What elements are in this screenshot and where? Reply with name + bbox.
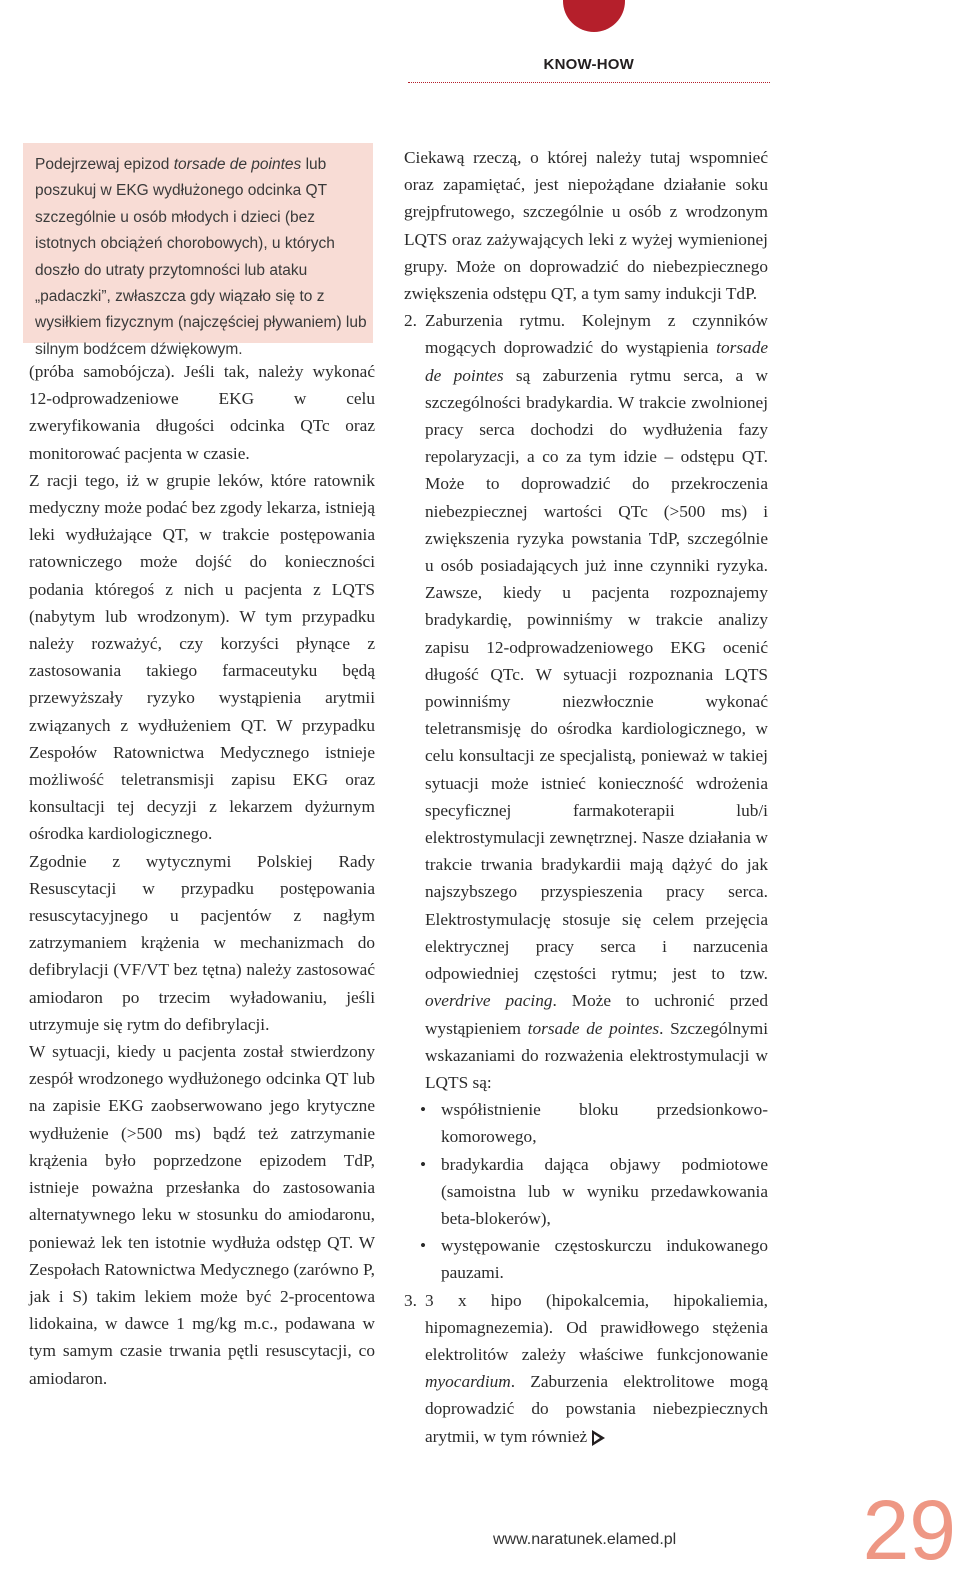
bullet-list [404,1096,768,1286]
paragraph: Ciekawą rzeczą, o której należy tutaj wspomnieć oraz zapamiętać, jest niepożądane działanie soku grejpfrutowego, szczególnie u osób z wrodzonym LQTS oraz zażywających leki z wyżej wymienionej grupy. Może on doprowadzić do niebezpiecznego zwiększenia odstępu QT, a tym samy indukcji TdP. [404,148,768,304]
bullet-icon: • [420,1236,427,1256]
callout-text-italic: torsade de pointes [173,156,302,173]
item-text-italic: torsade de pointes [425,338,768,385]
item-body [425,1287,768,1450]
bullet-icon: • [420,1100,427,1120]
continue-arrow-icon [592,1430,605,1446]
list-item-text: współistnienie bloku przedsionkowo-komorowego, [441,1100,768,1147]
list-item-text: bradykardia dająca objawy podmiotowe (samoistna lub w wyniku przedawkowania beta-blokerów), [441,1154,768,1228]
numbered-item [404,307,768,1096]
footer-url[interactable]: www.naratunek.elamed.pl [493,1531,677,1548]
left-column [29,358,375,1392]
paragraph: Z racji tego, iż w grupie leków, które ratownik medyczny może podać bez zgody lekarza, istnieją leki wydłużające QT, w trakcie postępowania ratowniczego może dojść do konieczności podania któregoś z nich u pacjenta z LQTS (nabytym lub wrodzonym). W tym przypadku należy rozważyć, czy korzyści płynące z zastosowania takiego farmaceutyku będą przewyższały ryzyko wystąpienia arytmii związanych z wydłużeniem QT. W przypadku Zespołów Ratownictwa Medycznego istnieje możliwość teletransmisji zapisu EKG oraz konsultacji tej decyzji z lekarzem dyżurnym ośrodka kardiologicznego. [29,470,375,844]
list-item [420,1096,768,1150]
page-number: 29 [862,1483,956,1577]
paragraph: (próba samobójcza). Jeśli tak, należy wykonać 12-odprowadzeniowe EKG w celu zweryfikowania długości odcinka QTc oraz monitorować pacjenta w czasie. [29,362,375,463]
callout-box [23,143,373,358]
item-number: 2. [404,311,417,331]
section-label: KNOW-HOW [543,56,634,73]
callout-text: Podejrzewaj epizod [35,156,174,173]
item-text-italic: myocardium [425,1372,511,1392]
item-text: . Zaburzenia elektrolitowe mogą doprowadzić do powstania niebezpiecznych arytmii, w tym również [425,1372,768,1446]
paragraph: Zgodnie z wytycznymi Polskiej Rady Resuscytacji w przypadku postępowania resuscytacyjnego u pacjentów z nagłym zatrzymaniem krążenia w mechanizmach do defibrylacji (VF/VT bez tętna) należy zastosować amiodaron po trzecim wyładowaniu, jeśli utrzymuje się rytm do defibrylacji. [29,851,375,1034]
list-item [420,1151,768,1233]
item-text: . Może to uchronić przed wystąpieniem [425,991,768,1038]
item-text: Zaburzenia rytmu. Kolejnym z czynników mogących doprowadzić do wystąpienia [425,311,768,358]
item-text-italic: overdrive pacing [425,991,553,1011]
list-item [420,1232,768,1286]
item-text-italic: torsade de pointes [527,1018,660,1038]
callout-text: lub poszukuj w EKG wydłużonego odcinka QT szczególnie u osób młodych i dzieci (bez istotnych obciążeń chorobowych), u których doszło do utraty przytomności lub ataku „padaczki”, zwłaszcza gdy wiązało się to z wysiłkiem fizycznym (najczęściej pływaniem) lub silnym bodźcem dźwiękowym. [35,156,367,358]
item-body [425,307,768,1096]
item-number: 3. [404,1290,417,1310]
item-text: . Szczególnymi wskazaniami do rozważenia elektrostymulacji w LQTS są: [425,1018,769,1092]
right-column [404,144,768,1450]
numbered-item [404,1287,768,1450]
item-text: są zaburzenia rytmu serca, a w szczególności bradykardia. W trakcie zwolnionej pracy serca dochodzi do wydłużenia fazy repolaryzacji, a co za tym idzie – odstępu QT. Może to doprowadzić do przekroczenia niebezpiecznej wartości QTc (>500 ms) i zwiększenia ryzyka powstania TdP, szczególnie u osób posiadających już inne czynniki ryzyka. Zawsze, kiedy u pacjenta rozpoznajemy bradykardię, powinniśmy w trakcie analizy zapisu 12-odprowadzeniowego EKG ocenić długość QTc. W sytuacji rozpoznania LQTS powinniśmy niezwłocznie wykonać teletransmisję do ośrodka kardiologicznego, w celu konsultacji ze specjalistą, ponieważ w takiej sytuacji może istnieć konieczność wdrożenia specyficznej farmakoterapii lub/i elektrostymulacji zewnętrznej. Nasze działania w trakcie trwania bradykardii mają dążyć do jak najszybszego przyspieszenia pracy serca. Elektrostymulację stosuje się celem przejęcia elektrycznej pracy serca i narzucenia odpowiedniej częstości rytmu; jest to tzw. [425,365,768,984]
item-text: 3 x hipo (hipokalcemia, hipokaliemia, hipomagnezemia). Od prawidłowego stężenia elektrolitów zależy właściwe funkcjonowanie [425,1290,768,1364]
bullet-icon: • [420,1154,427,1174]
paragraph: W sytuacji, kiedy u pacjenta został stwierdzony zespół wrodzonego wydłużonego odcinka QT lub na zapisie EKG zaobserwowano jego krytyczne wydłużenie (>500 ms) bądź też zatrzymanie krążenia było poprzedzone epizodem TdP, istnieje poważna przesłanka do zastosowania alternatywnego leku w stosunku do amiodaronu, ponieważ lek ten istotnie wydłuża odstęp QT. W Zespołach Ratownictwa Medycznego (zarówno P, jak i S) takim lekiem może być 2-procentowa lidokaina, w dawce 1 mg/kg m.c., podawana w tym samym czasie trwania pętli resuscytacji, co amiodaron. [29,1042,375,1388]
section-tab-mark [563,0,625,32]
header-divider [408,82,770,83]
list-item-text: występowanie częstoskurczu indukowanego pauzami. [441,1236,768,1283]
